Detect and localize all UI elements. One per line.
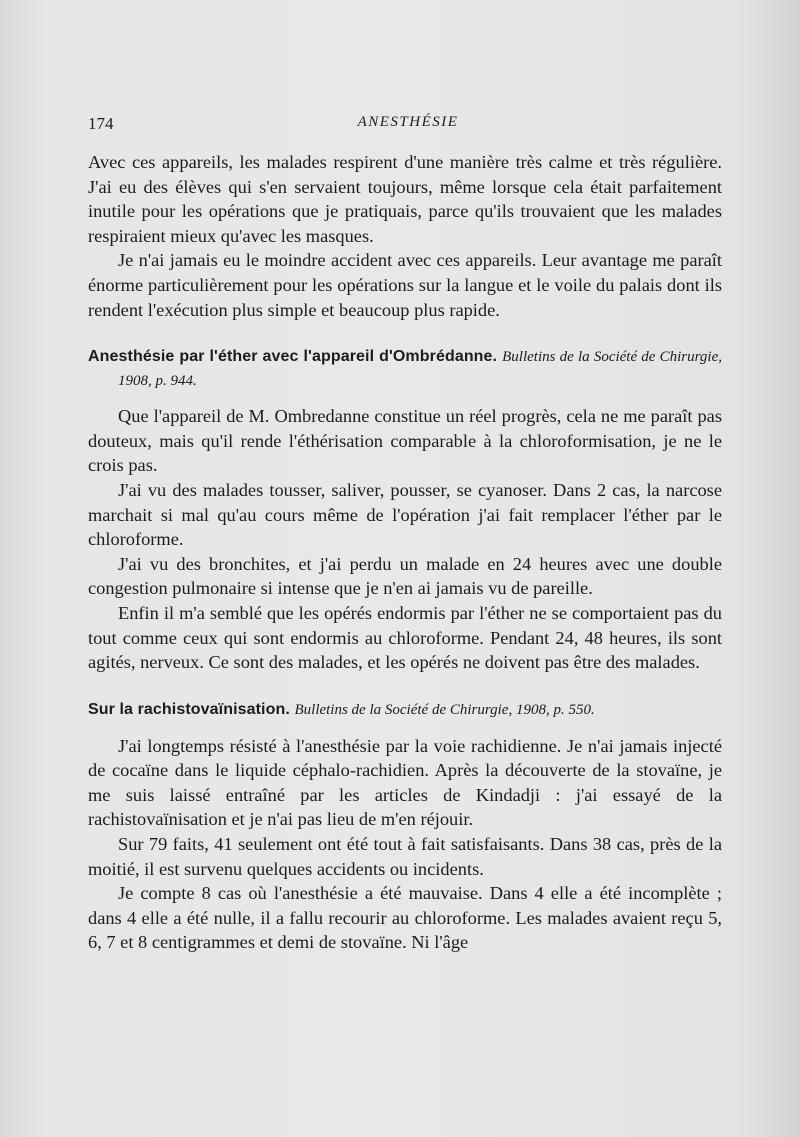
section-title: Sur la rachistovaïnisation. — [88, 700, 290, 718]
paragraph: Enfin il m'a semblé que les opérés endormis par l'éther ne se comportaient pas du tout comme ceux qui sont endormis au chloroforme. Pendant 24, 48 heures, ils sont agités, nerveux. Ce sont des malades, et les opérés ne doivent pas être des malades. — [88, 602, 722, 673]
paragraph: Sur 79 faits, 41 seulement ont été tout à fait satisfaisants. Dans 38 cas, près de la moitié, il est survenu quelques accidents ou incidents. — [88, 834, 722, 879]
paragraph: J'ai vu des bronchites, et j'ai perdu un malade en 24 heures avec une double congestion pulmonaire si intense que je n'en ai jamais vu de pareille. — [88, 553, 722, 599]
section-heading-ether — [88, 344, 722, 392]
paragraph: Je compte 8 cas où l'anesthésie a été mauvaise. Dans 4 elle a été incomplète ; dans 4 elle a été nulle, il a fallu recourir au chloroforme. Les malades avaient reçu 5, 6, 7 et 8 centigrammes et demi de stovaïne. Ni l'âge — [88, 883, 722, 953]
section-citation: Bulletins de la Société de Chirurgie, 1908, p. 550. — [294, 701, 595, 718]
paragraph: Avec ces appareils, les malades respirent d'une manière très calme et très régulière. J'ai eu des élèves qui s'en servaient toujours, même lorsque cela était parfaitement inutile pour les opérations que je pratiquais, parce qu'ils trouvaient que les malades respiraient mieux qu'avec les masques. — [88, 152, 722, 246]
section-heading-rachi — [88, 697, 722, 721]
paragraph: J'ai longtemps résisté à l'anesthésie par la voie rachidienne. Je n'ai jamais injecté de cocaïne dans le liquide céphalo-rachidien. Après la découverte de la stovaïne, je me suis laissé entraîné par les articles de Kindadji : j'ai essayé de la rachistovaïnisation et je n'ai pas lieu de m'en réjouir. — [88, 735, 722, 830]
section-citation: Bulletins de la Société de Chirurgie, 1908, p. 944. — [118, 349, 722, 390]
page-header — [88, 114, 728, 138]
paragraph: Que l'appareil de M. Ombredanne constitue un réel progrès, cela ne me paraît pas douteux, mais qu'il rende l'éthérisation comparable à la chloroformisation, je ne le crois pas. — [88, 406, 722, 476]
page-number: 174 — [88, 114, 114, 133]
page-body — [88, 150, 722, 955]
paragraph: Je n'ai jamais eu le moindre accident avec ces appareils. Leur avantage me paraît énorme particulièrement pour les opérations sur la langue et le voile du palais dont ils rendent l'exécution plus simple et beaucoup plus rapide. — [88, 250, 722, 320]
running-title: ANESTHÉSIE — [357, 114, 459, 130]
paragraph: J'ai vu des malades tousser, saliver, pousser, se cyanoser. Dans 2 cas, la narcose marchait si mal qu'au cours même de l'opération j'ai fait remplacer l'éther par le chloroforme. — [88, 479, 722, 550]
section-title: Anesthésie par l'éther avec l'appareil d'Ombrédanne. — [88, 348, 498, 366]
